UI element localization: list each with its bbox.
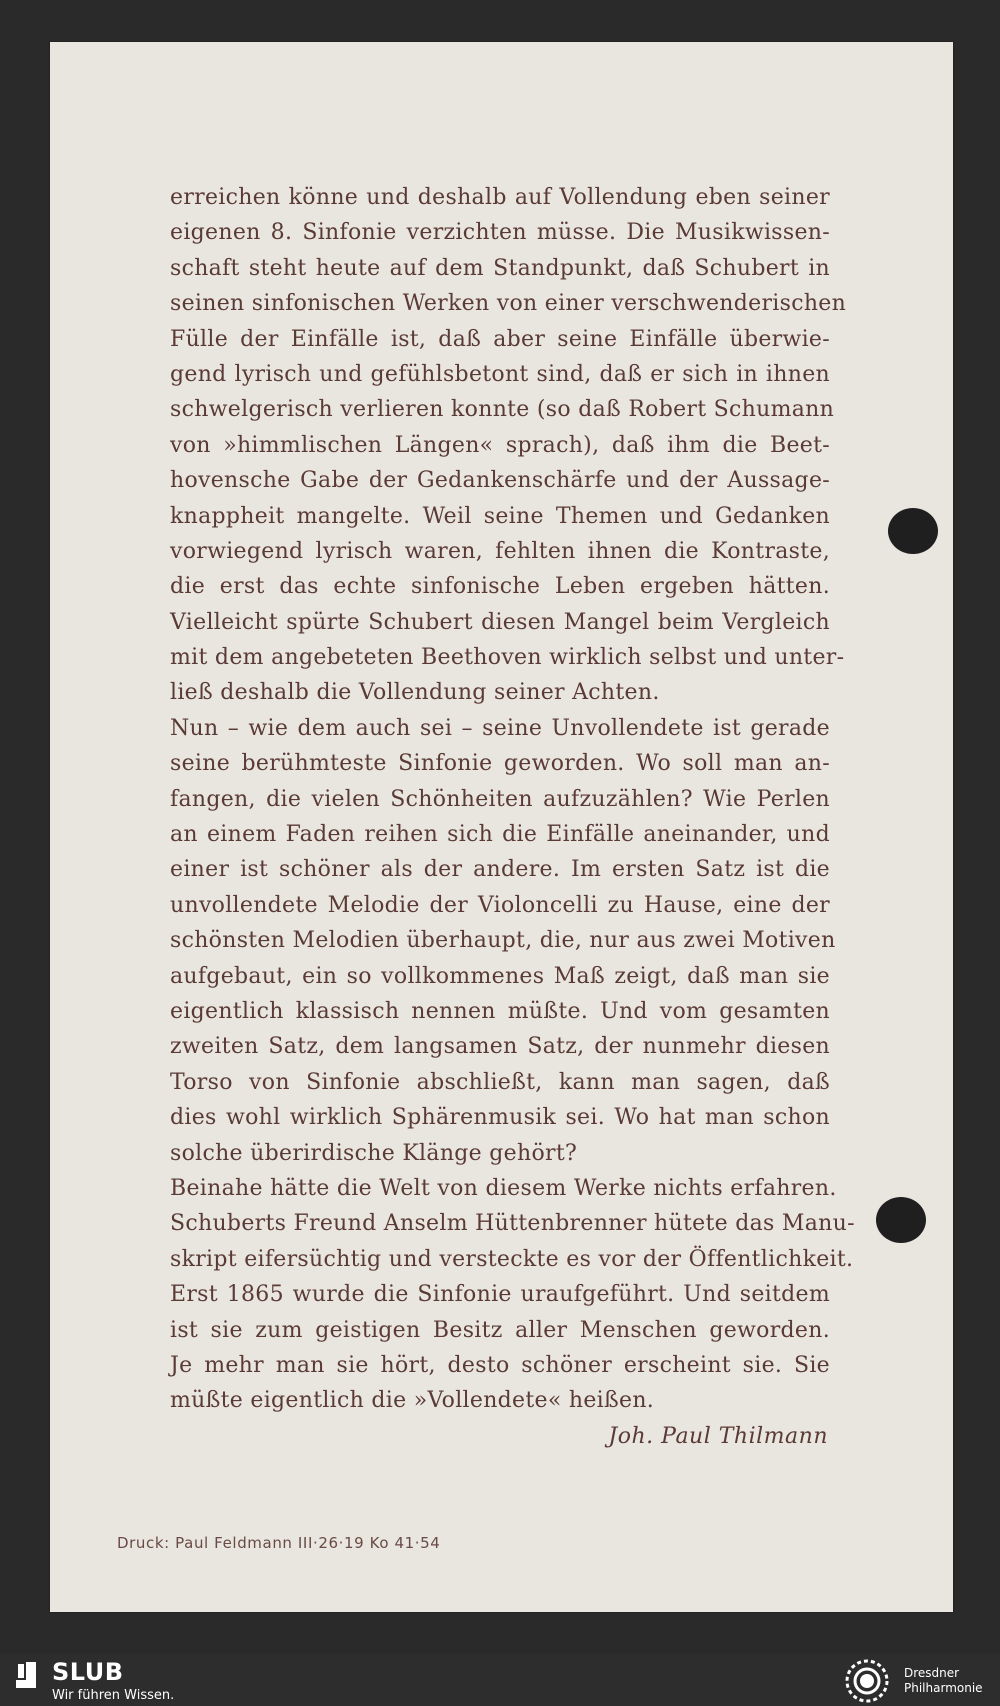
- slub-name[interactable]: SLUB: [52, 1658, 124, 1686]
- text-line: schwelgerisch verlieren konnte (so daß Robert Schumann: [170, 397, 835, 423]
- philharmonie-line-2: Philharmonie: [904, 1681, 983, 1695]
- text-line: von »himmlischen Längen« sprach), daß ihm die Beet-: [170, 432, 830, 458]
- slub-tagline: Wir führen Wissen.: [52, 1688, 175, 1703]
- author-signature: Joh. Paul Thilmann: [608, 1424, 828, 1449]
- text-line: mit dem angebeteten Beethoven wirklich selbst und unter-: [170, 645, 845, 671]
- text-line: Erst 1865 wurde die Sinfonie uraufgeführt. Und seitdem: [170, 1282, 830, 1308]
- philharmonie-line-1: Dresdner: [904, 1666, 960, 1680]
- text-line: ist sie zum geistigen Besitz aller Menschen geworden.: [170, 1317, 830, 1343]
- text-line: Beinahe hätte die Welt von diesem Werke nichts erfahren.: [170, 1175, 837, 1201]
- text-line: an einem Faden reihen sich die Einfälle aneinander, und: [170, 822, 830, 848]
- text-line: Je mehr man sie hört, desto schöner erscheint sie. Sie: [170, 1352, 830, 1378]
- text-line: Fülle der Einfälle ist, daß aber seine Einfälle überwie-: [170, 326, 830, 352]
- text-line: vorwiegend lyrisch waren, fehlten ihnen die Kontraste,: [170, 538, 830, 564]
- text-line: unvollendete Melodie der Violoncelli zu Hause, eine der: [170, 892, 830, 918]
- philharmonie-logo-icon[interactable]: [841, 1656, 893, 1706]
- text-line: schönsten Melodien überhaupt, die, nur aus zwei Motiven: [170, 928, 836, 954]
- text-line: fangen, die vielen Schönheiten aufzuzählen? Wie Perlen: [170, 786, 830, 812]
- punch-hole: [876, 1197, 926, 1243]
- printer-note: Druck: Paul Feldmann III·26·19 Ko 41·54: [117, 1534, 441, 1552]
- philharmonie-name[interactable]: [904, 1666, 983, 1696]
- text-line: hovensche Gabe der Gedankenschärfe und der Aussage-: [170, 468, 830, 494]
- text-line: einer ist schöner als der andere. Im ersten Satz ist die: [170, 857, 830, 883]
- text-line: dies wohl wirklich Sphärenmusik sei. Wo hat man schon: [170, 1105, 830, 1131]
- text-line: ließ deshalb die Vollendung seiner Achten.: [170, 680, 660, 706]
- text-line: zweiten Satz, dem langsamen Satz, der nunmehr diesen: [170, 1034, 830, 1060]
- text-line: eigenen 8. Sinfonie verzichten müsse. Die Musikwissen-: [170, 220, 830, 246]
- text-line: die erst das echte sinfonische Leben ergeben hätten.: [170, 574, 830, 600]
- text-line: Schuberts Freund Anselm Hüttenbrenner hütete das Manu-: [170, 1211, 855, 1237]
- text-line: Torso von Sinfonie abschließt, kann man sagen, daß: [170, 1069, 830, 1095]
- text-line: schaft steht heute auf dem Standpunkt, daß Schubert in: [170, 255, 830, 281]
- text-line: eigentlich klassisch nennen müßte. Und vom gesamten: [170, 998, 830, 1024]
- punch-hole: [888, 508, 938, 554]
- body-text: [170, 180, 855, 1419]
- text-line: aufgebaut, ein so vollkommenes Maß zeigt, daß man sie: [170, 963, 830, 989]
- text-line: erreichen könne und deshalb auf Vollendung eben seiner: [170, 185, 830, 210]
- text-line: Nun – wie dem auch sei – seine Unvollendete ist gerade: [170, 715, 830, 741]
- text-line: müßte eigentlich die »Vollendete« heißen.: [170, 1388, 655, 1414]
- text-line: seine berühmteste Sinfonie geworden. Wo soll man an-: [170, 751, 830, 777]
- text-line: gend lyrisch und gefühlsbetont sind, daß er sich in ihnen: [170, 361, 830, 387]
- text-line: knappheit mangelte. Weil seine Themen und Gedanken: [170, 503, 830, 529]
- slub-logo-icon[interactable]: [14, 1660, 38, 1690]
- text-line: skript eifersüchtig und versteckte es vor der Öffentlichkeit.: [170, 1246, 854, 1272]
- text-line: seinen sinfonischen Werken von einer verschwenderischen: [170, 291, 847, 317]
- text-line: Vielleicht spürte Schubert diesen Mangel beim Vergleich: [170, 609, 830, 635]
- text-line: solche überirdische Klänge gehört?: [170, 1140, 578, 1166]
